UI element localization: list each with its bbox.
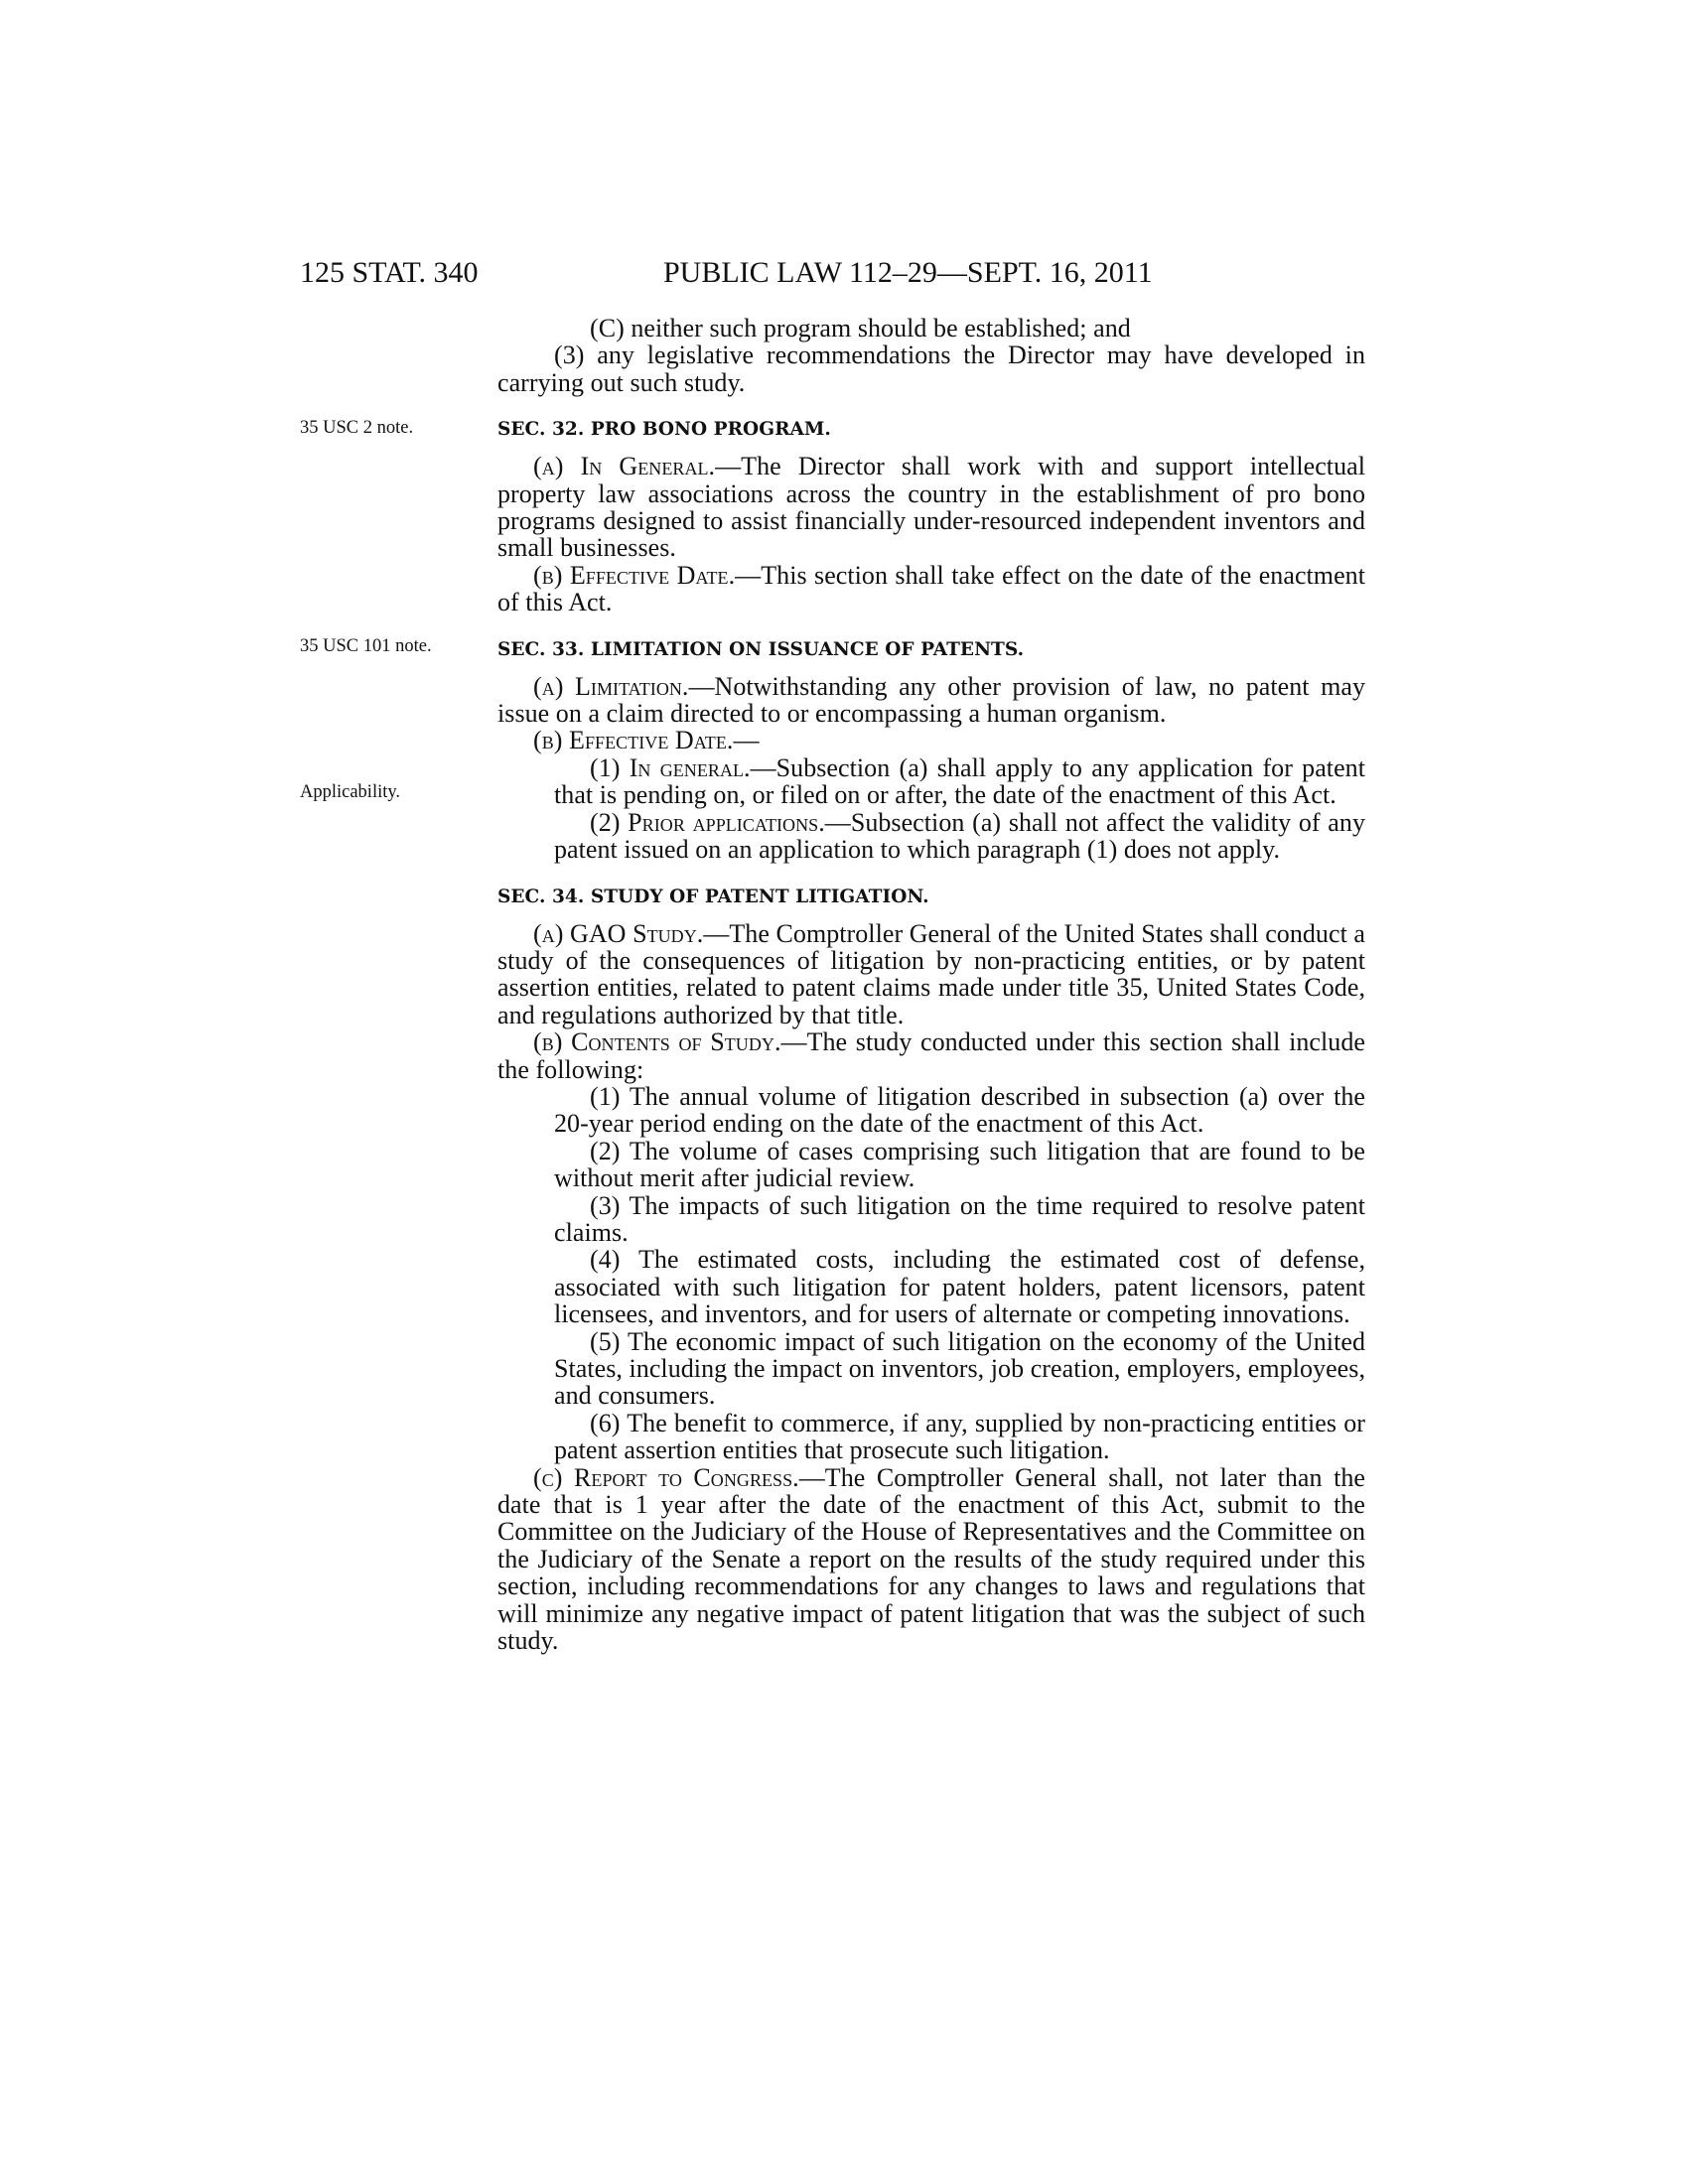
running-head <box>0 256 1688 296</box>
sec34-item-2: (2) The volume of cases comprising such litigation that are found to be without merit after judicial review. <box>554 1136 1365 1193</box>
sec34-a-text: —The Comptroller General of the United States shall conduct a study of the consequences of litigation by non-practicing entities, or by patent assertion entities, related to patent claims made under title 35, United States Code, and regulations authorized by that title. <box>497 918 1366 1029</box>
margin-note-applicability: Applicability. <box>300 782 401 802</box>
sec33-paragraph-2 <box>497 809 1365 864</box>
sec34-b-heading: (b) Contents of Study. <box>533 1027 781 1057</box>
margin-note-35-usc-101: 35 USC 101 note. <box>300 636 432 656</box>
sec34-c-text: —The Comptroller General shall, not later than the date that is 1 year after the date of the enactment of this Act, submit to the Committee on the Judiciary of the House of Representatives and the Committee on the Judiciary of the Senate a report on the results of the study required under this section, including recommendations for any changes to laws and regulations that will minimize any negative impact of patent litigation that was the subject of such study. <box>497 1462 1365 1656</box>
stat-page-number: 125 STAT. 340 <box>300 256 479 289</box>
section-32-heading: SEC. 32. PRO BONO PROGRAM. <box>497 419 831 441</box>
sec32-a-heading: (a) In General. <box>533 452 716 481</box>
section-34-heading: SEC. 34. STUDY OF PATENT LITIGATION. <box>497 886 929 907</box>
sec34-item-3: (3) The impacts of such litigation on the time required to resolve patent claims. <box>554 1190 1365 1247</box>
continued-paragraph-3: (3) any legislative recommendations the Director may have developed in carrying out such study. <box>497 341 1365 397</box>
section-33-heading: SEC. 33. LIMITATION ON ISSUANCE OF PATENTS. <box>497 638 1025 660</box>
sec33-p2-text: —Subsection (a) shall not affect the validity of any patent issued on an application to which paragraph (1) does not apply. <box>554 807 1365 865</box>
sec33-subsection-a <box>497 673 1365 728</box>
sec32-b-heading: (b) Effective Date. <box>533 560 736 590</box>
sec33-b-text: — <box>733 726 760 755</box>
sec33-p2-heading: (2) Prior applications. <box>590 807 825 837</box>
sec34-a-heading: (a) GAO Study. <box>533 918 704 948</box>
continued-subparagraph-c: (C) neither such program should be established; and <box>590 314 1131 342</box>
sec34-subsection-c <box>497 1464 1365 1655</box>
sec33-p1-heading: (1) In general. <box>590 752 751 782</box>
sec34-subsection-b <box>497 1028 1365 1083</box>
sec33-subsection-b <box>497 727 1365 753</box>
margin-note-35-usc-2: 35 USC 2 note. <box>300 418 414 438</box>
sec34-item-6: (6) The benefit to commerce, if any, supplied by non-practicing entities or patent assertion entities that prosecute such litigation. <box>554 1408 1365 1465</box>
sec33-a-heading: (a) Limitation. <box>533 671 689 701</box>
sec34-subsection-a <box>497 920 1365 1029</box>
sec32-a-text: —The Director shall work with and support intellectual property law associations across the country in the establishment of pro bono programs designed to assist financially under-resourced independent inventors and small businesses. <box>497 452 1365 563</box>
sec34-item-1: (1) The annual volume of litigation described in subsection (a) over the 20-year period ending on the date of the enactment of this Act. <box>554 1081 1365 1139</box>
sec32-subsection-a <box>497 453 1365 562</box>
sec34-item-5: (5) The economic impact of such litigation on the economy of the United States, including the impact on inventors, job creation, employers, employees, and consumers. <box>554 1326 1365 1411</box>
sec32-b-text: —This section shall take effect on the date of the enactment of this Act. <box>497 560 1365 617</box>
sec34-item-4: (4) The estimated costs, including the estimated cost of defense, associated with such litigation for patent holders, patent licensors, patent licensees, and inventors, and for users of alternate or competing innovations. <box>554 1245 1365 1329</box>
sec33-paragraph-1 <box>497 754 1365 809</box>
sec32-subsection-b <box>497 562 1365 616</box>
sec34-b-text: —The study conducted under this section shall include the following: <box>497 1027 1365 1084</box>
sec33-p1-text: —Subsection (a) shall apply to any application for patent that is pending on, or filed on or after, the date of the enactment of this Act. <box>554 752 1365 810</box>
sec33-a-text: —Notwithstanding any other provision of law, no patent may issue on a claim directed to or encompassing a human organism. <box>497 671 1365 729</box>
public-law-title: PUBLIC LAW 112–29—SEPT. 16, 2011 <box>663 256 1153 289</box>
sec34-c-heading: (c) Report to Congress. <box>533 1462 799 1492</box>
document-body <box>497 315 1365 1654</box>
sec33-b-heading: (b) Effective Date. <box>533 726 734 755</box>
